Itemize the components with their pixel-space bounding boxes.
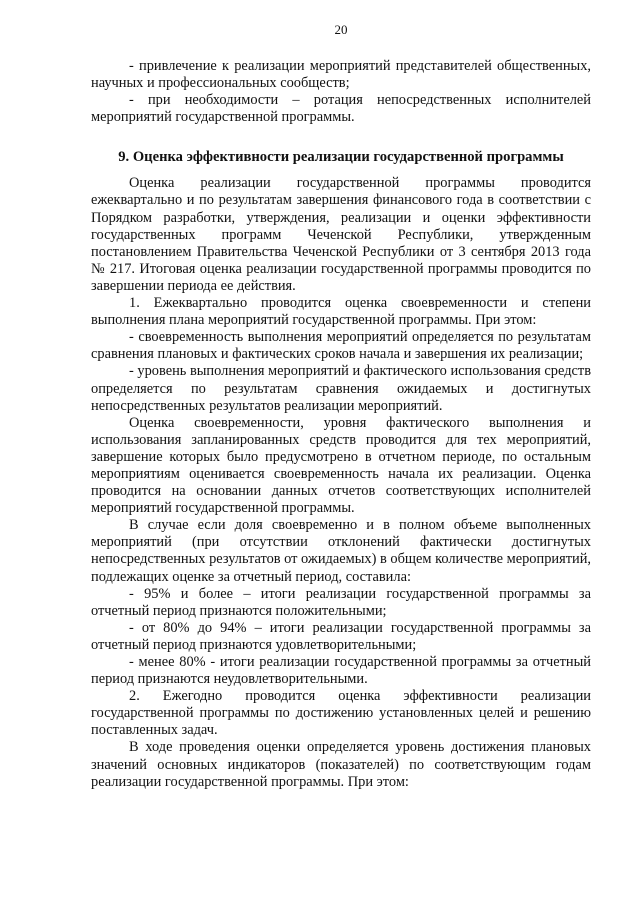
page-number: 20 — [334, 22, 348, 37]
section-heading: 9. Оценка эффективности реализации государственной программы — [118, 149, 564, 166]
paragraph-assessment: Оценка своевременности, уровня фактического выполнения и использования запланированных средств проводится для тех мероприятий, завершение которых было предусмотрено в отчетном периоде, по остальным мероприятиям оценивается своевременность начала их реализации. Оценка проводится на основании данных отчетов соответствующих исполнителей мероприятий государственной программы. — [91, 414, 591, 517]
paragraph-annual: 2. Ежегодно проводится оценка эффективности реализации государственной программы по достижению установленных целей и решению поставленных задач. — [91, 688, 591, 739]
list-item-timeliness: - своевременность выполнения мероприятий определяется по результатам сравнения плановых и фактических сроков начала и завершения их реализации; — [91, 329, 591, 363]
list-item-under-80-percent: - менее 80% - итоги реализации государственной программы за отчетный период признаются неудовлетворительными. — [91, 654, 591, 688]
list-item-rotation: - при необходимости – ротация непосредственных исполнителей мероприятий государственной программы. — [91, 92, 591, 126]
list-item-95-percent: - 95% и более – итоги реализации государственной программы за отчетный период признаются положительными; — [91, 585, 591, 619]
paragraph-indicators: В ходе проведения оценки определяется уровень достижения плановых значений основных индикаторов (показателей) по соответствующим годам реализации государственной программы. При этом: — [91, 739, 591, 790]
paragraph-intro: Оценка реализации государственной программы проводится ежеквартально и по результатам завершения финансового года в соответствии с Порядком разработки, утверждения, реализации и оценки эффективности государственных программ Чеченской Республики, утвержденным постановлением Правительства Чеченской Республики от 3 сентября 2013 года № 217. Итоговая оценка реализации государственной программы проводится по завершении периода ее действия. — [91, 175, 591, 294]
paragraph-quarterly: 1. Ежеквартально проводится оценка своевременности и степени выполнения плана мероприятий государственной программы. При этом: — [91, 295, 591, 329]
list-item-80-94-percent: - от 80% до 94% – итоги реализации государственной программы за отчетный период признаются удовлетворительными; — [91, 619, 591, 653]
list-item-attraction: - привлечение к реализации мероприятий представителей общественных, научных и профессиональных сообществ; — [91, 58, 591, 92]
document-body — [91, 58, 591, 791]
paragraph-share: В случае если доля своевременно и в полном объеме выполненных мероприятий (при отсутствии отклонений фактически достигнутых непосредственных результатов от ожидаемых) в общем количестве мероприятий, подлежащих оценке за отчетный период, составила: — [91, 517, 591, 585]
list-item-execution-level: - уровень выполнения мероприятий и фактического использования средств определяется по результатам сравнения ожидаемых и достигнутых непосредственных результатов реализации мероприятий. — [91, 363, 591, 414]
